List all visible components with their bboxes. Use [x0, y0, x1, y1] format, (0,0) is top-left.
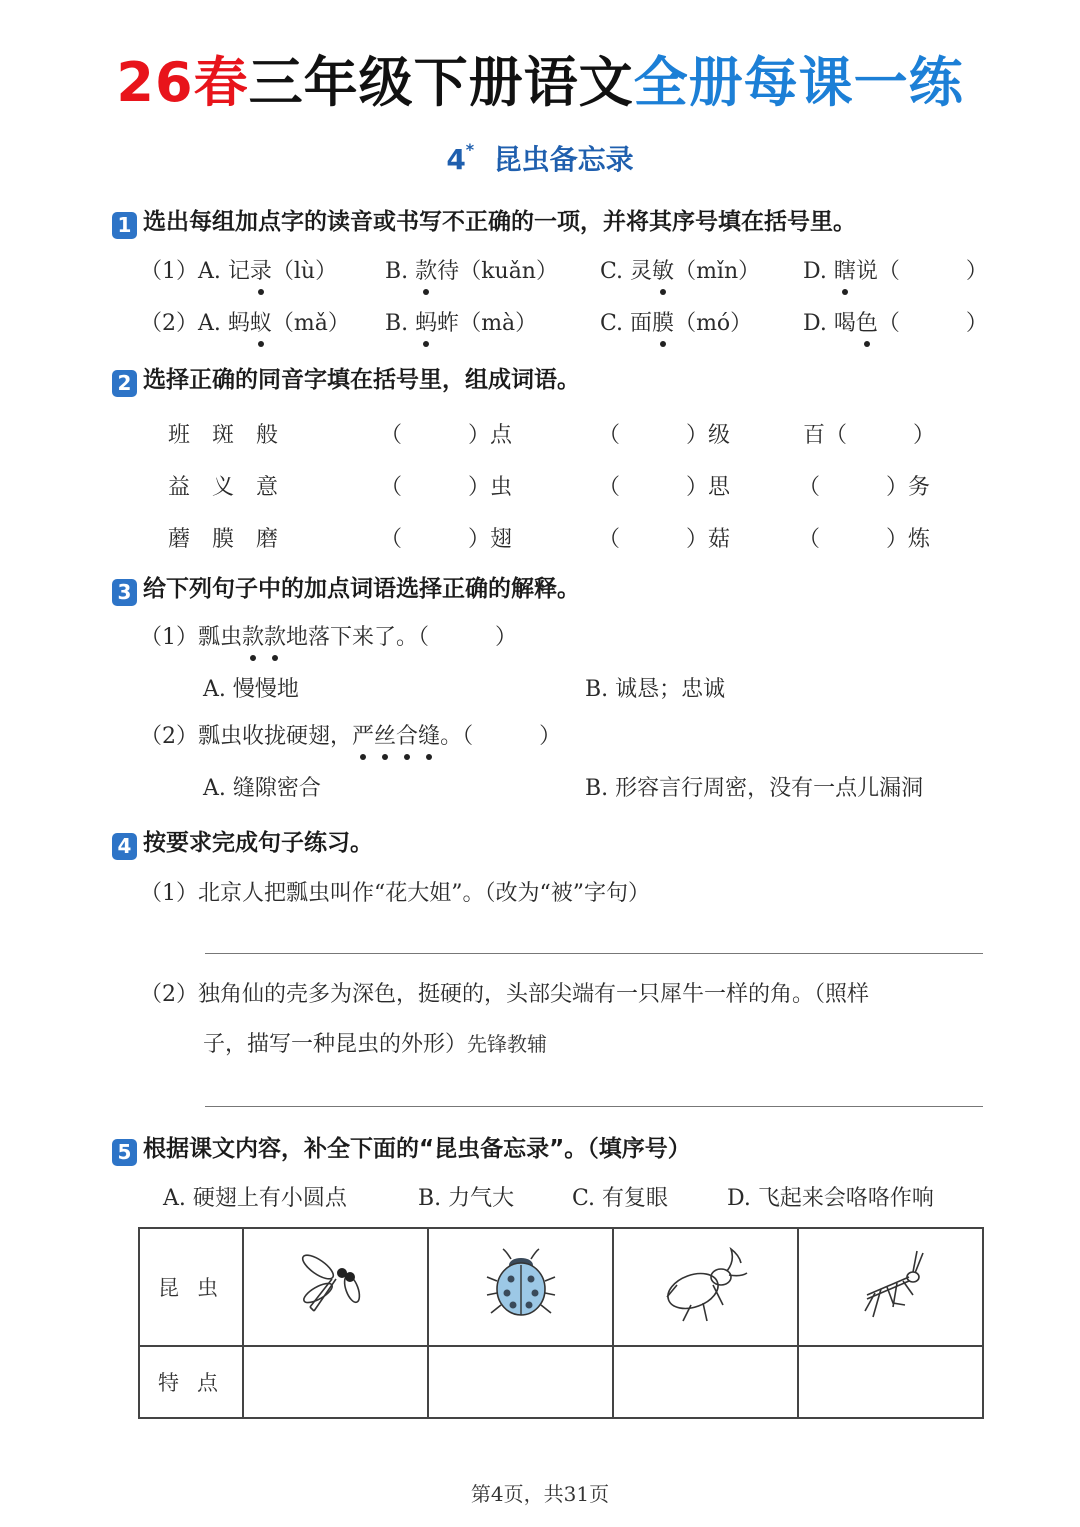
dotted-char: 录 — [250, 254, 272, 285]
q2-chars: 班 斑 般 — [168, 423, 279, 448]
option-text: 待 — [437, 259, 460, 284]
lesson-title — [0, 138, 1080, 178]
q1-option-b — [385, 254, 558, 285]
dotted-char: 瞎 — [834, 254, 856, 285]
q2-blank[interactable]: （ ）点 — [380, 423, 513, 448]
dotted-char: 合 — [396, 719, 418, 750]
page-banner — [0, 48, 1080, 118]
insect-cell — [798, 1228, 983, 1346]
pinyin: （mó） — [674, 311, 753, 336]
q4-number-badge: 4 — [112, 833, 137, 860]
q3-heading — [112, 570, 580, 606]
q2-chars: 蘑 膜 磨 — [168, 527, 279, 552]
lesson-star: * — [465, 140, 475, 159]
dotted-char: 缝 — [418, 719, 440, 750]
q2-blank[interactable]: （ ）虫 — [380, 475, 513, 500]
option-text: A. 记 — [198, 259, 250, 284]
dotted-char: 蚁 — [250, 306, 272, 337]
pinyin: （kuǎn） — [459, 259, 558, 284]
q1-heading — [112, 203, 856, 239]
sentence-text: 子，描写一种昆虫的外形） — [203, 1032, 468, 1057]
q3-sentence-2 — [140, 719, 561, 750]
q2-blank[interactable]: （ ）菇 — [598, 527, 731, 552]
row-label-insect: 昆虫 — [139, 1228, 243, 1346]
dotted-char: 丝 — [374, 719, 396, 750]
dotted-char: 严 — [352, 719, 374, 750]
answer-blank[interactable]: （ ） — [877, 311, 988, 336]
q1-option-b — [385, 306, 537, 337]
pinyin: （lù） — [271, 259, 338, 284]
q4-sentence-2-line-2 — [203, 1027, 547, 1058]
row-label-feature: 特点 — [139, 1346, 243, 1418]
ladybug-icon — [481, 1245, 561, 1325]
q3-s1-option-b[interactable]: B. 诚恳；忠诚 — [585, 677, 726, 702]
q1-row-2 — [140, 306, 198, 337]
q2-blank[interactable]: （ ）级 — [598, 423, 731, 448]
q3-s1-option-a[interactable]: A. 慢慢地 — [203, 677, 299, 702]
insect-cell — [613, 1228, 798, 1346]
q2-number-badge: 2 — [112, 370, 137, 397]
sentence-label: （2） — [140, 724, 198, 749]
q5-number-badge: 5 — [112, 1139, 137, 1166]
q5-option-b: B. 力气大 — [418, 1186, 515, 1211]
q1-option-a — [198, 306, 350, 337]
q5-option-d: D. 飞起来会咯咯作响 — [727, 1186, 934, 1211]
q4-answer-line-2[interactable] — [205, 1106, 983, 1107]
dragonfly-icon — [296, 1245, 376, 1325]
q2-blank[interactable]: （ ）务 — [798, 475, 931, 500]
sentence-text: 。（ ） — [440, 724, 562, 749]
q3-s2-option-a[interactable]: A. 缝隙密合 — [203, 776, 321, 801]
insect-cell — [243, 1228, 428, 1346]
q5-option-a: A. 硬翅上有小圆点 — [163, 1186, 347, 1211]
dotted-char: 敏 — [652, 254, 674, 285]
q2-blank[interactable]: （ ）思 — [598, 475, 731, 500]
feature-cell[interactable] — [243, 1346, 428, 1418]
option-text: 蚱 — [437, 311, 460, 336]
dotted-char: 款 — [242, 620, 264, 651]
banner-grade: 三年级下册语文 — [248, 51, 634, 114]
option-text: C. 面 — [600, 311, 653, 336]
q4-sentence-1: （1）北京人把瓢虫叫作“花大姐”。（改为“被”字句） — [140, 881, 650, 906]
sentence-label: （1） — [140, 625, 198, 650]
dotted-char: 色 — [856, 306, 878, 337]
pinyin: （mǐn） — [674, 259, 761, 284]
q5-heading — [112, 1130, 691, 1166]
q2-title: 选择正确的同音字填在括号里，组成词语。 — [143, 367, 580, 393]
publisher-tag: 先锋教辅 — [467, 1032, 548, 1056]
q2-blank[interactable]: （ ）翅 — [380, 527, 513, 552]
insect-memo-table — [138, 1227, 984, 1419]
q3-sentence-1 — [140, 620, 517, 651]
option-text: 说 — [855, 259, 878, 284]
beetle-icon — [661, 1245, 751, 1325]
dotted-char: 款 — [415, 254, 437, 285]
pinyin: （mǎ） — [271, 311, 350, 336]
q4-heading — [112, 824, 373, 860]
q1-row-1 — [140, 254, 198, 285]
option-text: A. 蚂 — [198, 311, 250, 336]
q4-answer-line-1[interactable] — [205, 953, 983, 954]
sentence-text: 瓢虫收拢硬翅， — [198, 724, 353, 749]
q2-chars: 益 义 意 — [168, 475, 279, 500]
option-text: D. 喝 — [803, 311, 856, 336]
q5-title: 根据课文内容，补全下面的“昆虫备忘录”。（填序号） — [143, 1136, 691, 1162]
q3-s2-option-b[interactable]: B. 形容言行周密，没有一点儿漏洞 — [585, 776, 924, 801]
q5-option-c: C. 有复眼 — [572, 1186, 669, 1211]
feature-cell[interactable] — [798, 1346, 983, 1418]
lesson-number: 4 — [446, 143, 466, 176]
grasshopper-icon — [851, 1245, 931, 1325]
q3-number-badge: 3 — [112, 579, 137, 606]
q4-title: 按要求完成句子练习。 — [143, 830, 373, 856]
option-text: C. 灵 — [600, 259, 653, 284]
q4-sentence-2-line-1: （2）独角仙的壳多为深色，挺硬的，头部尖端有一只犀牛一样的角。（照样 — [140, 982, 869, 1007]
q1-option-d — [803, 306, 988, 337]
answer-blank[interactable]: （ ） — [877, 259, 988, 284]
pinyin: （mà） — [459, 311, 538, 336]
option-text: B. — [385, 259, 416, 284]
q1-option-c — [600, 254, 760, 285]
q2-blank[interactable]: 百（ ） — [803, 423, 936, 448]
dotted-char: 款 — [264, 620, 286, 651]
lesson-name: 昆虫备忘录 — [493, 143, 634, 176]
q1-option-a — [198, 254, 337, 285]
q1-row-label: （2） — [140, 311, 198, 336]
feature-cell[interactable] — [428, 1346, 613, 1418]
q1-number-badge: 1 — [112, 212, 137, 239]
dotted-char: 膜 — [652, 306, 674, 337]
q2-heading — [112, 361, 580, 397]
dotted-char: 蚂 — [415, 306, 437, 337]
q1-title: 选出每组加点字的读音或书写不正确的一项，并将其序号填在括号里。 — [143, 209, 856, 235]
sentence-text: 瓢虫 — [198, 625, 243, 650]
q3-title: 给下列句子中的加点词语选择正确的解释。 — [143, 576, 580, 602]
q1-row-label: （1） — [140, 259, 198, 284]
banner-season: 26春 — [116, 51, 249, 114]
sentence-text: 地落下来了。（ ） — [286, 625, 518, 650]
option-text: D. — [803, 259, 834, 284]
option-text: B. — [385, 311, 416, 336]
q1-option-d — [803, 254, 988, 285]
feature-cell[interactable] — [613, 1346, 798, 1418]
page-footer: 第4页，共31页 — [470, 1482, 610, 1506]
banner-series: 全册每课一练 — [633, 51, 964, 114]
q2-blank[interactable]: （ ）炼 — [798, 527, 931, 552]
insect-cell — [428, 1228, 613, 1346]
q1-option-c — [600, 306, 752, 337]
